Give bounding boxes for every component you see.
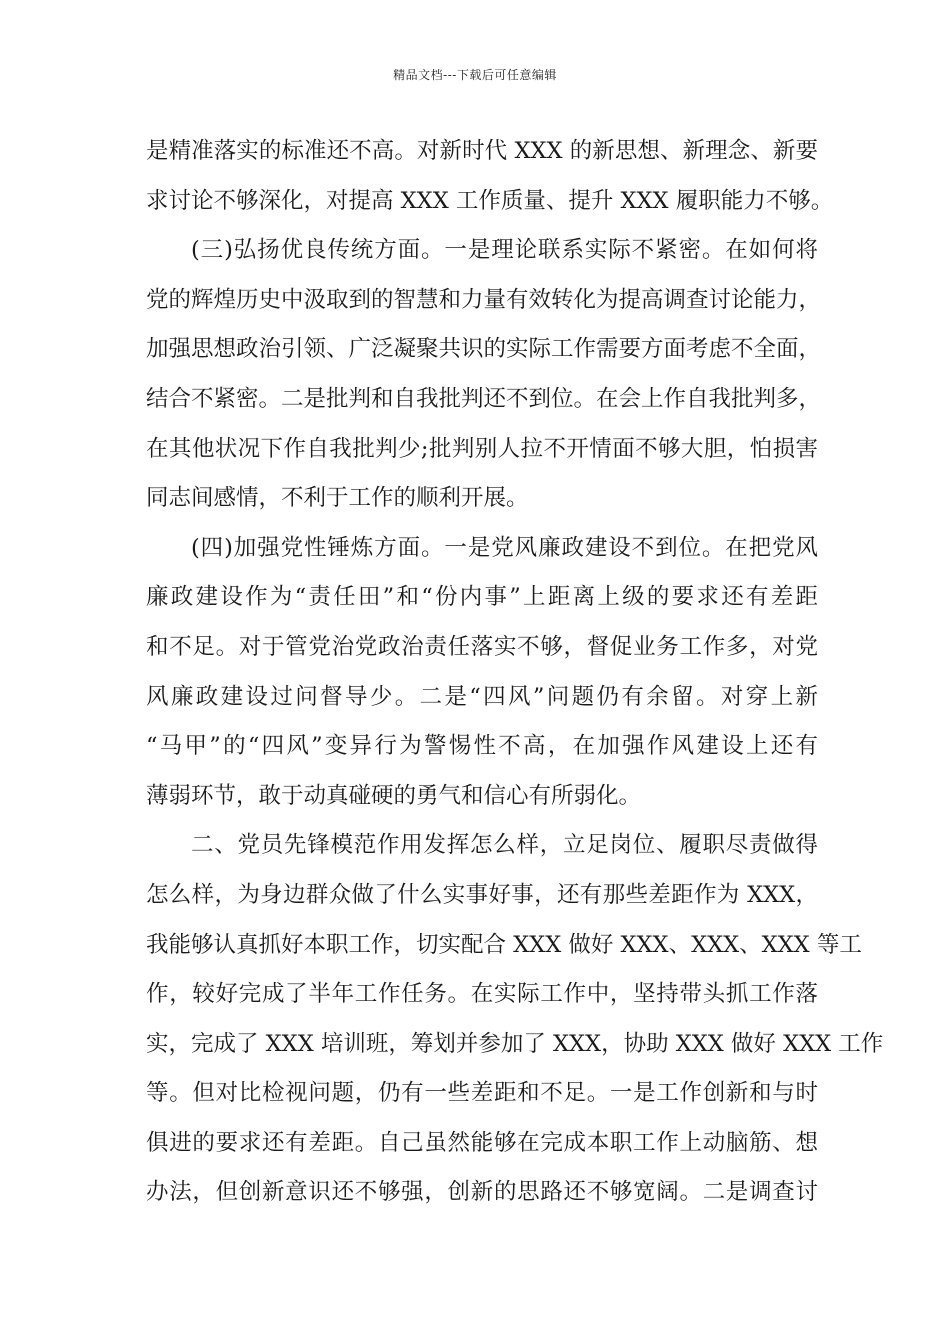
text-line: 党的辉煌历史中汲取到的智慧和力量有效转化为提高调查讨论能力，: [146, 286, 822, 313]
document-body: [146, 127, 884, 1218]
text-line: 在其他状况下作自我批判少;批判别人拉不开情面不够大胆，怕损害: [146, 435, 818, 462]
text-line: 廉政建设作为“责任田”和“份内事”上距离上级的要求还有差距: [146, 584, 818, 611]
text-line: 薄弱环节，敢于动真碰硬的勇气和信心有所弱化。: [146, 782, 642, 809]
text-line: (四)加强党性锤炼方面。一是党风廉政建设不到位。在把党风: [191, 534, 818, 561]
paragraph: [146, 524, 818, 822]
paragraph: [146, 821, 884, 1218]
text-line: 实，完成了 XXX 培训班，筹划并参加了 XXX，协助 XXX 做好 XXX 工作: [146, 1030, 884, 1057]
text-line: 二、党员先锋模范作用发挥怎么样，立足岗位、履职尽责做得: [191, 832, 818, 859]
page-header: 精品文档---下载后可任意编辑: [393, 68, 557, 82]
text-line: 同志间感情，不利于工作的顺利开展。: [146, 485, 529, 512]
text-line: 怎么样，为身边群众做了什么实事好事，还有那些差距作为 XXX，: [146, 881, 818, 908]
text-line: 风廉政建设过问督导少。二是“四风”问题仍有余留。对穿上新: [146, 683, 818, 710]
text-line: 我能够认真抓好本职工作，切实配合 XXX 做好 XXX、XXX、XXX 等工: [146, 931, 862, 958]
text-line: 等。但对比检视问题，仍有一些差距和不足。一是工作创新和与时: [146, 1080, 818, 1107]
text-line: 求讨论不够深化，对提高 XXX 工作质量、提升 XXX 履职能力不够。: [146, 187, 834, 214]
text-line: 办法，但创新意识还不够强，创新的思路还不够宽阔。二是调查讨: [146, 1179, 818, 1206]
paragraph: [146, 226, 822, 524]
text-line: 和不足。对于管党治党政治责任落实不够，督促业务工作多，对党: [146, 633, 818, 660]
text-line: 作，较好完成了半年工作任务。在实际工作中，坚持带头抓工作落: [146, 981, 818, 1008]
text-line: 俱进的要求还有差距。自己虽然能够在完成本职工作上动脑筋、想: [146, 1129, 818, 1156]
text-line: “马甲”的“四风”变异行为警惕性不高，在加强作风建设上还有: [146, 733, 818, 760]
text-line: (三)弘扬优良传统方面。一是理论联系实际不紧密。在如何将: [191, 237, 818, 264]
paragraph: [146, 127, 834, 226]
text-line: 加强思想政治引领、广泛凝聚共识的实际工作需要方面考虑不全面，: [146, 336, 822, 363]
text-line: 结合不紧密。二是批判和自我批判还不到位。在会上作自我批判多，: [146, 385, 822, 412]
text-line: 是精准落实的标准还不高。对新时代 XXX 的新思想、新理念、新要: [146, 138, 818, 164]
